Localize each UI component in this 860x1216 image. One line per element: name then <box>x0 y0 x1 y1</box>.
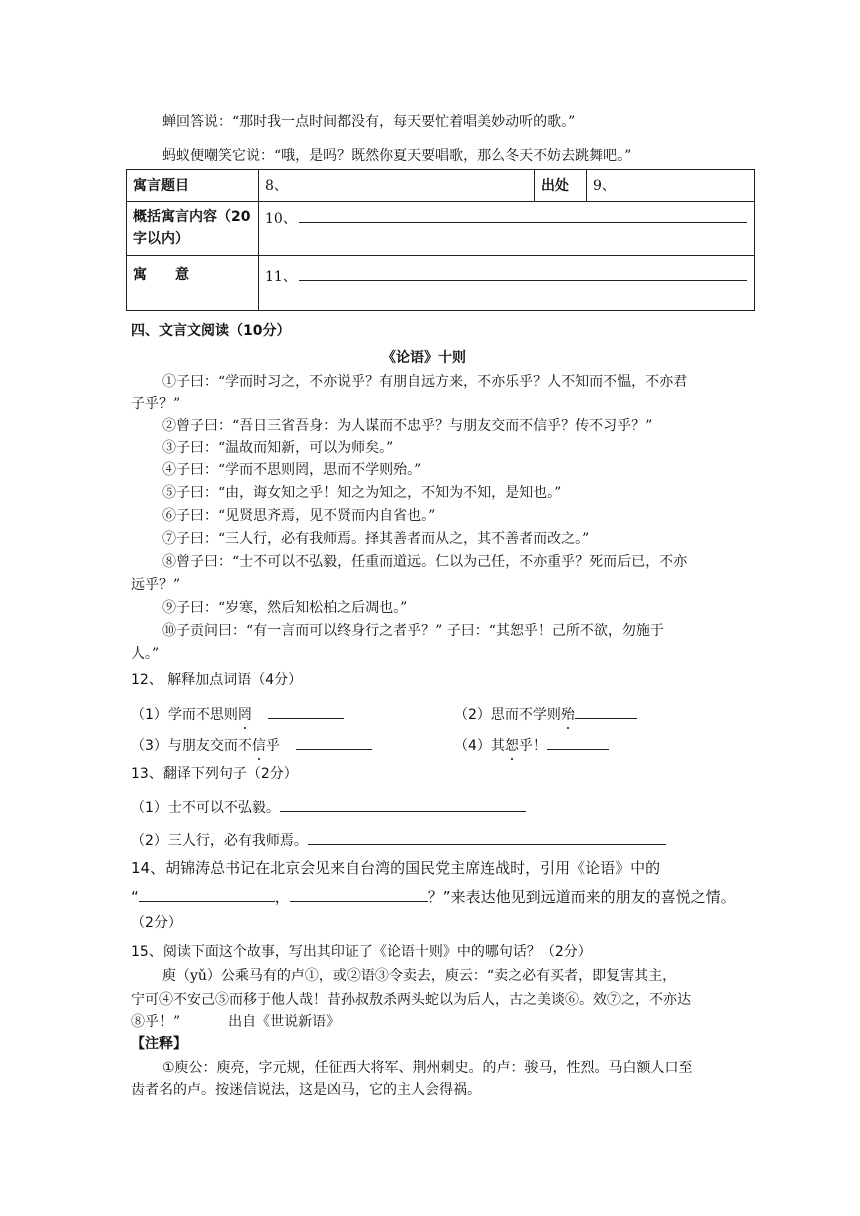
notes-heading: 【注释】 <box>131 1036 187 1052</box>
text-title: 《论语》十则 <box>382 350 466 366</box>
summary-label: 概括寓言内容（20字以内） <box>127 202 259 256</box>
analects-9: ⑨子曰：“岁寒，然后知松柏之后凋也。” <box>162 600 408 616</box>
analects-6: ⑥子曰：“见贤思齐焉，见不贤而内自省也。” <box>162 508 436 524</box>
analects-5: ⑤子曰：“由，诲女知之乎！知之为知之，不知为不知，是知也。” <box>162 485 562 501</box>
q13-item-1: （1）士不可以不弘毅。 <box>131 796 526 818</box>
table-row <box>127 202 755 256</box>
analects-8a: ⑧曾子曰：“士不可以不弘毅，任重而道远。仁以为己任，不亦重乎？死而后已，不亦 <box>162 554 688 570</box>
dotted-word: 罔 <box>237 707 252 723</box>
q14-line-2: “ ， ？”来表达他见到远道而来的朋友的喜悦之情。 <box>131 888 736 906</box>
section-heading: 四、文言文阅读（10分） <box>131 323 291 339</box>
summary-answer-cell[interactable] <box>259 202 755 256</box>
story-line-2: 蚂蚁便嘲笑它说：“哦，是吗？既然你夏天要唱歌，那么冬天不妨去跳舞吧。” <box>162 148 632 164</box>
analects-8b: 远乎？” <box>131 577 181 593</box>
story-sentence-3: ⑧乎！” 出自《世说新语》 <box>131 1014 341 1030</box>
note-1a: ①庾公：庾亮，字元规，任征西大将军、荆州刺史。的卢：骏马，性烈。马白额人口至 <box>162 1060 693 1076</box>
table-row <box>127 256 755 311</box>
title-answer-cell[interactable] <box>259 170 535 202</box>
note-1b: 齿者名的卢。按迷信说法，这是凶马，它的主人会得祸。 <box>131 1082 481 1098</box>
q12-item-4: （4）其恕乎！ <box>454 734 609 756</box>
source-answer-cell[interactable] <box>587 170 755 202</box>
story-line-1: 蝉回答说：“那时我一点时间都没有，每天要忙着唱美妙动听的歌。” <box>162 114 576 130</box>
q11-number: 11、 <box>265 269 297 285</box>
dotted-word: 殆 <box>560 707 575 723</box>
q14-answer-2[interactable] <box>290 886 428 902</box>
q15-stem: 15、阅读下面这个故事，写出其印证了《论语十则》中的哪句话？（2分） <box>131 944 592 960</box>
analects-1a: ①子曰：“学而时习之，不亦说乎？有朋自远方来，不亦乐乎？人不知而不愠，不亦君 <box>162 374 688 390</box>
q12-stem: 12、 解释加点词语（4分） <box>131 672 303 688</box>
q12-item-3: （3）与朋友交而不信乎 <box>131 734 372 756</box>
q12-answer-1[interactable] <box>268 703 344 719</box>
story-sentence-1: 庾（yǔ）公乘马有的卢①，或②语③令卖去，庾云：“卖之必有买者，即复害其主， <box>162 968 677 984</box>
summary-answer-line[interactable] <box>299 206 747 223</box>
meaning-label: 寓 意 <box>127 256 259 311</box>
analects-10b: 人。” <box>131 646 160 662</box>
q9-number: 9、 <box>593 177 616 194</box>
q14-answer-1[interactable] <box>139 886 275 902</box>
table-row <box>127 170 755 202</box>
q13-stem: 13、翻译下列句子（2分） <box>131 766 298 782</box>
q13-answer-1[interactable] <box>280 796 526 812</box>
dotted-word: 恕 <box>504 738 519 754</box>
fable-answer-table <box>126 169 755 311</box>
q13-answer-2[interactable] <box>308 829 666 845</box>
q12-answer-4[interactable] <box>547 734 609 750</box>
analects-3: ③子曰：“温故而知新，可以为师矣。” <box>162 440 394 456</box>
q13-item-2: （2）三人行，必有我师焉。 <box>131 829 666 851</box>
title-label: 寓言题目 <box>127 170 259 202</box>
q12-item-2: （2）思而不学则殆 <box>454 703 637 725</box>
analects-4: ④子曰：“学而不思则罔，思而不学则殆。” <box>162 462 422 478</box>
analects-7: ⑦子曰：“三人行，必有我师焉。择其善者而从之，其不善者而改之。” <box>162 531 590 547</box>
meaning-answer-line[interactable] <box>299 264 747 281</box>
q8-number: 8、 <box>265 177 288 194</box>
story-sentence-2: 宁可④不安己⑤而移于他人哉！昔孙叔敖杀两头蛇以为后人，古之美谈⑥。效⑦之，不亦达 <box>131 992 691 1008</box>
q12-answer-2[interactable] <box>575 703 637 719</box>
dotted-word: 信 <box>251 738 266 754</box>
analects-1b: 子乎？” <box>131 396 181 412</box>
q12-answer-3[interactable] <box>296 734 372 750</box>
q10-number: 10、 <box>265 211 297 227</box>
q14-score: （2分） <box>131 915 182 931</box>
story-source: 出自《世说新语》 <box>228 1014 341 1030</box>
analects-10a: ⑩子贡问曰：“有一言而可以终身行之者乎？” 子曰：“其恕乎！己所不欲，勿施于 <box>162 623 664 639</box>
q12-item-1: （1）学而不思则罔 <box>131 703 344 725</box>
q14-line-1: 14、胡锦涛总书记在北京会见来自台湾的国民党主席连战时，引用《论语》中的 <box>131 859 661 877</box>
meaning-answer-cell[interactable] <box>259 256 755 311</box>
source-label: 出处 <box>535 170 587 202</box>
analects-2: ②曾子曰：“吾日三省吾身：为人谋而不忠乎？与朋友交而不信乎？传不习乎？” <box>162 418 653 434</box>
